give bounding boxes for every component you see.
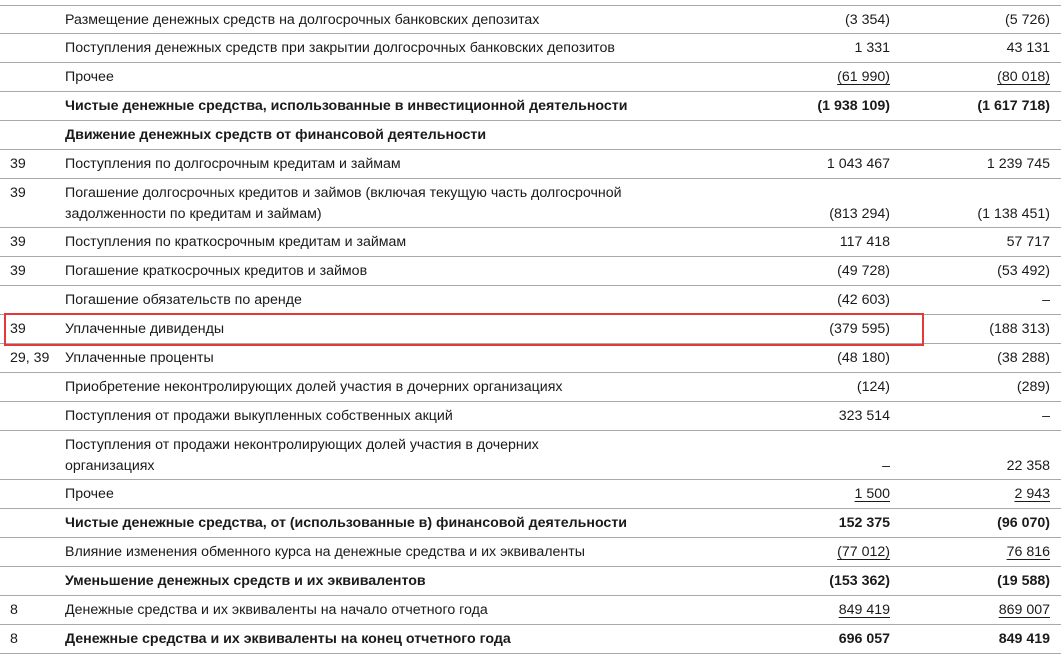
underlined-value: 2 943 <box>1014 486 1050 502</box>
row-label: Поступления по краткосрочным кредитам и займам <box>65 234 407 250</box>
row-value-current-year: (379 595) <box>829 321 890 337</box>
table-row <box>0 596 1061 625</box>
row-value-current-year: 1 043 467 <box>826 156 890 172</box>
row-label: Денежные средства и их эквиваленты на конец отчетного года <box>65 631 511 647</box>
row-value-current-year <box>854 484 890 504</box>
row-label: Прочее <box>65 69 114 85</box>
row-value-prior-year: – <box>1042 292 1050 308</box>
row-value-current-year: (813 294) <box>829 206 890 222</box>
row-value-prior-year: (1 617 718) <box>977 98 1050 114</box>
underlined-value: 869 007 <box>998 602 1050 618</box>
table-row <box>0 63 1061 92</box>
row-label: Денежные средства и их эквиваленты на начало отчетного года <box>65 602 488 618</box>
table-row <box>0 344 1061 373</box>
row-value-prior-year: (38 288) <box>997 350 1050 366</box>
row-value-prior-year: (53 492) <box>997 263 1050 279</box>
row-value-prior-year <box>999 600 1050 620</box>
row-value-prior-year <box>1014 484 1050 504</box>
row-value-current-year: (1 938 109) <box>817 98 890 114</box>
row-value-current-year: (124) <box>856 379 890 395</box>
row-label: Уменьшение денежных средств и их эквивалентов <box>65 573 426 589</box>
row-label: Поступления по долгосрочным кредитам и займам <box>65 156 401 172</box>
row-note: 29, 39 <box>10 350 50 366</box>
row-value-prior-year: (19 588) <box>997 573 1050 589</box>
underlined-value: 849 419 <box>838 602 890 618</box>
row-label: Погашение долгосрочных кредитов и займов (включая текущую часть долгосрочной задолженности по кредитам и займам) <box>65 185 622 222</box>
table-row <box>0 538 1061 567</box>
row-label: Движение денежных средств от финансовой деятельности <box>65 127 487 143</box>
table-row <box>0 150 1061 179</box>
row-value-current-year: – <box>882 458 890 474</box>
table-row <box>0 373 1061 402</box>
row-label: Уплаченные проценты <box>65 350 214 366</box>
row-value-prior-year: – <box>1042 408 1050 424</box>
table-row <box>0 509 1061 538</box>
table-row <box>0 431 1061 480</box>
table-row <box>0 286 1061 315</box>
row-value-prior-year <box>1007 542 1050 562</box>
row-label: Поступления от продажи выкупленных собственных акций <box>65 408 453 424</box>
row-value-current-year: (48 180) <box>837 350 890 366</box>
row-label: Приобретение неконтролирующих долей участия в дочерних организациях <box>65 379 563 395</box>
table-row <box>0 179 1061 228</box>
row-value-current-year <box>837 542 890 562</box>
row-value-prior-year: 22 358 <box>1006 458 1050 474</box>
table-row <box>0 567 1061 596</box>
table-row <box>0 92 1061 121</box>
underlined-value: 76 816 <box>1006 544 1050 560</box>
underlined-value: (77 012) <box>837 544 890 560</box>
row-value-current-year: 117 418 <box>839 234 890 250</box>
row-label: Поступления денежных средств при закрытии долгосрочных банковских депозитов <box>65 40 615 56</box>
table-row <box>0 625 1061 654</box>
underlined-value: (80 018) <box>997 69 1050 85</box>
row-value-current-year: (153 362) <box>829 573 890 589</box>
row-note: 39 <box>10 321 26 337</box>
table-row <box>0 480 1061 509</box>
table-row <box>0 257 1061 286</box>
row-value-prior-year: 43 131 <box>1006 40 1050 56</box>
row-value-current-year: 1 331 <box>854 40 890 56</box>
row-label: Размещение денежных средств на долгосрочных банковских депозитах <box>65 12 540 28</box>
row-value-current-year: (42 603) <box>837 292 890 308</box>
table-row <box>0 228 1061 257</box>
row-value-current-year: (49 728) <box>837 263 890 279</box>
row-value-current-year <box>839 600 890 620</box>
row-label: Чистые денежные средства, использованные в инвестиционной деятельности <box>65 98 628 114</box>
table-row <box>0 402 1061 431</box>
table-row <box>0 34 1061 63</box>
row-value-current-year: 152 375 <box>838 515 890 531</box>
table-row-highlighted <box>0 315 1061 344</box>
row-label: Погашение обязательств по аренде <box>65 292 302 308</box>
row-label: Чистые денежные средства, от (использованные в) финансовой деятельности <box>65 515 627 531</box>
row-note: 39 <box>10 156 26 172</box>
row-value-prior-year: 849 419 <box>998 631 1050 647</box>
row-note: 39 <box>10 263 26 279</box>
row-value-current-year: (3 354) <box>845 12 890 28</box>
cash-flow-statement-table <box>0 5 1061 654</box>
row-note: 39 <box>10 234 26 250</box>
row-label: Влияние изменения обменного курса на денежные средства и их эквиваленты <box>65 544 585 560</box>
row-value-prior-year: (1 138 451) <box>977 206 1050 222</box>
row-value-current-year: 696 057 <box>838 631 890 647</box>
underlined-value: 1 500 <box>854 486 890 502</box>
row-value-prior-year: (96 070) <box>997 515 1050 531</box>
row-value-current-year <box>837 67 890 87</box>
row-label: Погашение краткосрочных кредитов и займов <box>65 263 368 279</box>
row-note: 8 <box>10 631 18 647</box>
row-value-prior-year: 1 239 745 <box>986 156 1050 172</box>
underlined-value: (61 990) <box>837 69 890 85</box>
row-note: 39 <box>10 185 26 201</box>
row-label: Прочее <box>65 486 114 502</box>
table-row <box>0 5 1061 34</box>
row-label: Уплаченные дивиденды <box>65 321 225 337</box>
row-value-prior-year <box>997 67 1050 87</box>
table-row <box>0 121 1061 150</box>
row-value-prior-year: (289) <box>1016 379 1050 395</box>
row-value-prior-year: (5 726) <box>1005 12 1050 28</box>
row-value-prior-year: 57 717 <box>1006 234 1050 250</box>
row-value-current-year: 323 514 <box>838 408 890 424</box>
row-note: 8 <box>10 602 18 618</box>
row-value-prior-year: (188 313) <box>989 321 1050 337</box>
row-label: Поступления от продажи неконтролирующих долей участия в дочерних организациях <box>65 437 539 474</box>
